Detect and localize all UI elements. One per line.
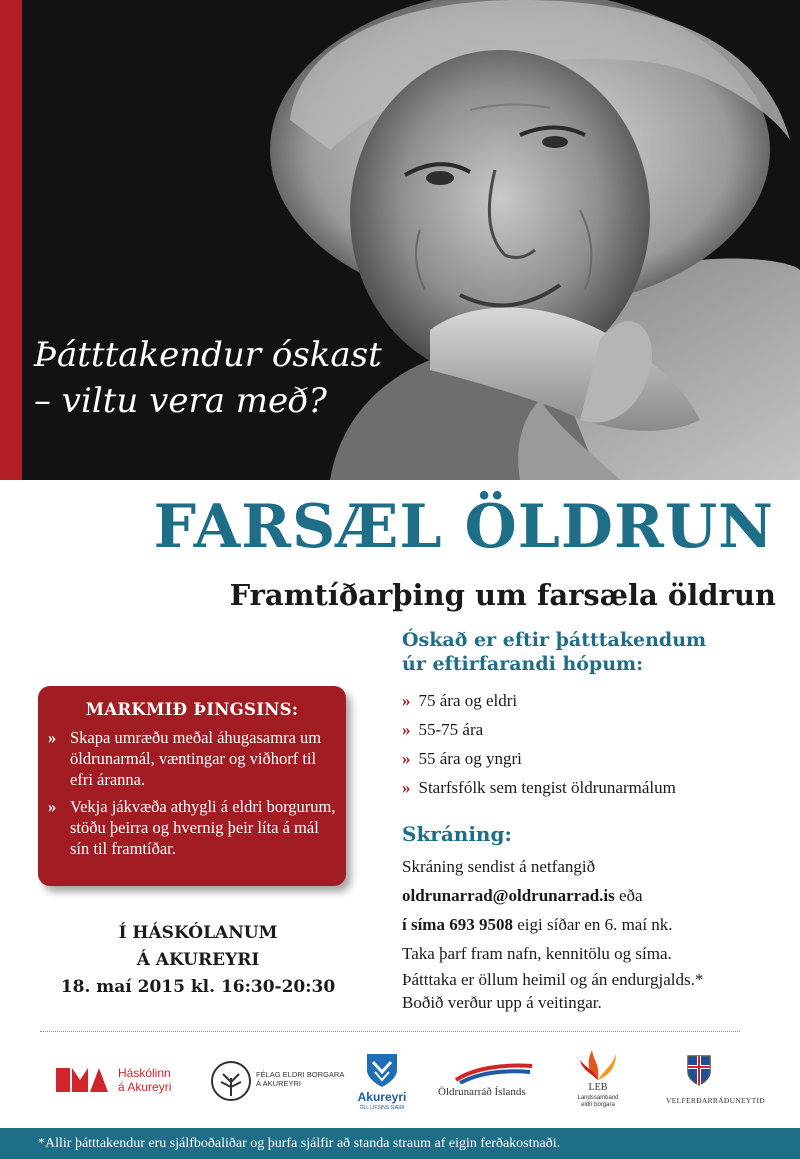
chevron-bullet-icon: » (402, 720, 411, 739)
dotted-divider (40, 1031, 740, 1032)
group-item-text: 55-75 ára (418, 720, 484, 739)
page-title: FARSÆL ÖLDRUN (153, 492, 774, 562)
registration-info (402, 852, 703, 1014)
feb-line1: FÉLAG ELDRI BORGARA (256, 1070, 345, 1079)
footer-note: *Allir þátttakendur eru sjálfboðaliðar og þurfa sjálfir að standa straum af eigin ferðakostnaði. (38, 1136, 561, 1151)
venue-date-time: 18. maí 2015 kl. 16:30-20:30 (60, 977, 336, 997)
red-accent-stripe (0, 0, 22, 480)
unak-mark-icon (56, 1068, 108, 1092)
unak-line2: á Akureyri (118, 1080, 172, 1094)
leb-line2: eldri borgara (581, 1102, 615, 1108)
registration-email-line (402, 881, 703, 910)
oldrunarrad-swoosh-icon (454, 1062, 534, 1084)
goals-item-text: Vekja jákvæða athygli á eldri borgurum, stöðu þeirra og hvernig þeir líta á mál sín til framtíðar. (70, 797, 336, 858)
participant-groups (402, 628, 792, 802)
akureyri-logo (352, 1052, 412, 1118)
group-list-item (402, 686, 792, 715)
unak-logo (56, 1064, 186, 1104)
goals-list-item (48, 727, 336, 790)
oldrunarrad-name: Öldrunarráð Íslands (438, 1086, 526, 1098)
hero-tagline-line1: Þátttakendur óskast (34, 335, 382, 375)
chevron-bullet-icon: » (402, 749, 411, 768)
group-item-text: Starfsfólk sem tengist öldrunarmálum (418, 778, 676, 797)
leb-flame-icon (578, 1048, 618, 1082)
chevron-bullet-icon: » (48, 728, 57, 747)
chevron-bullet-icon: » (48, 797, 57, 816)
goals-list (38, 727, 346, 859)
hero-tagline-line2: – viltu vera með? (34, 381, 327, 421)
unak-line1: Háskólinn (118, 1066, 171, 1080)
goals-item-text: Skapa umræðu meðal áhugasamra um öldrunarmál, væntingar og viðhorf til efri áranna. (70, 728, 322, 789)
registration-email-link[interactable]: oldrunarrad@oldrunarrad.is (402, 886, 615, 905)
venue-info (38, 920, 358, 1001)
ministry-name: VELFERÐARRÁÐUNEYTIÐ (666, 1096, 766, 1105)
registration-email-suffix: eða (614, 886, 643, 905)
groups-list (402, 686, 792, 802)
leb-name: LEB (588, 1082, 608, 1093)
footer-bar (0, 1128, 800, 1159)
hero-banner (0, 0, 800, 480)
registration-phone: í síma 693 9508 (402, 915, 513, 934)
feb-logo (210, 1060, 345, 1104)
groups-heading (402, 628, 792, 676)
registration-line: Þátttaka er öllum heimil og án endurgjalds.* (402, 970, 704, 989)
akureyri-name: Akureyri (357, 1090, 407, 1104)
registration-phone-suffix: eigi síðar en 6. maí nk. (512, 915, 673, 934)
ministry-logo (666, 1052, 766, 1112)
chevron-bullet-icon: » (402, 691, 411, 710)
venue-line1: Í HÁSKÓLANUM (118, 923, 278, 943)
goals-title: MARKMIÐ ÞINGSINS: (85, 700, 299, 719)
akureyri-slogan: ÖLL LÍFSINS GÆÐI (359, 1105, 405, 1111)
registration-phone-line (402, 910, 703, 939)
group-item-text: 75 ára og eldri (418, 691, 518, 710)
venue-line2: Á AKUREYRI (136, 950, 260, 970)
leb-line1: Landssamband (577, 1095, 619, 1101)
goals-box (38, 686, 346, 886)
tree-emblem-icon (210, 1060, 252, 1102)
registration-line: Taka þarf fram nafn, kennitölu og síma. (402, 944, 672, 963)
groups-heading-line2: úr eftirfarandi hópum: (402, 653, 644, 675)
group-list-item (402, 773, 792, 802)
group-item-text: 55 ára og yngri (418, 749, 522, 768)
group-list-item (402, 715, 792, 744)
sponsor-logos (0, 1040, 800, 1120)
akureyri-shield-icon (365, 1052, 399, 1088)
registration-line: Boðið verður upp á veitingar. (402, 993, 602, 1012)
goals-list-item (48, 796, 336, 859)
hero-tagline (34, 332, 382, 424)
oldrunarrad-logo (438, 1062, 548, 1102)
leb-logo (570, 1048, 626, 1118)
registration-line: Skráning sendist á netfangið (402, 857, 596, 876)
groups-heading-line1: Óskað er eftir þátttakendum (402, 629, 707, 651)
coat-of-arms-icon (684, 1052, 714, 1086)
page-subtitle: Framtíðarþing um farsæla öldrun (229, 578, 776, 612)
chevron-bullet-icon: » (402, 778, 411, 797)
feb-line2: Á AKUREYRI (256, 1079, 302, 1088)
registration-heading: Skráning: (402, 822, 512, 846)
group-list-item (402, 744, 792, 773)
